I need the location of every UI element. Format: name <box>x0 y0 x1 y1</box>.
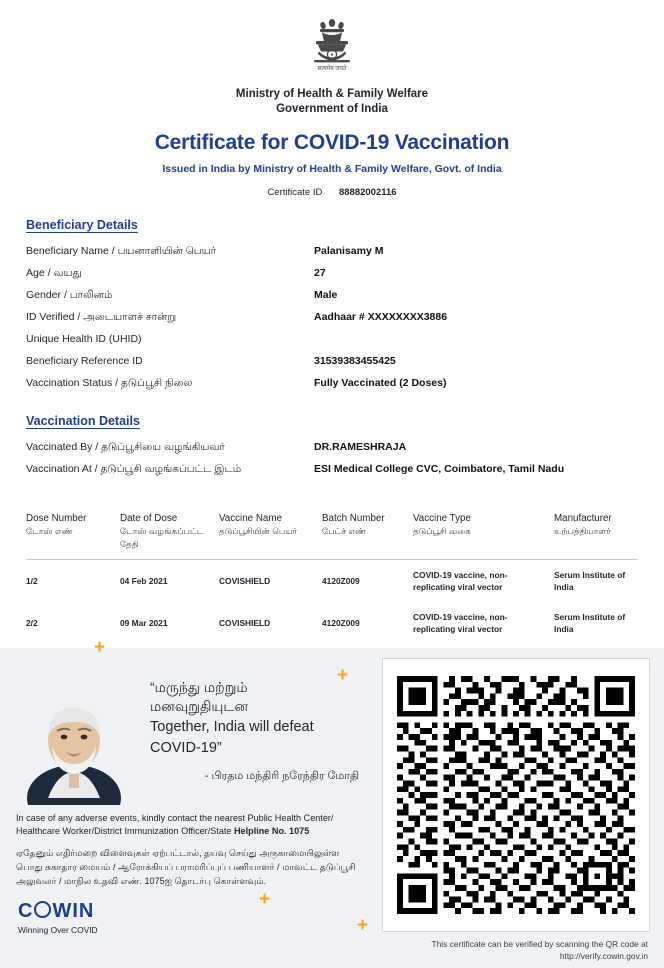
table-row <box>26 602 638 644</box>
issued-by-line: Issued in India by Ministry of Health & Family Welfare, Govt. of India <box>162 163 502 175</box>
notice-english-text: In case of any adverse events, kindly contact the nearest Public Health Center/ Healthcare Worker/District Immunization Officer/State <box>16 813 334 836</box>
column-header-ta: தடுப்பூசி வகை <box>413 526 471 536</box>
globe-icon <box>34 901 51 918</box>
list-item <box>26 328 638 350</box>
cell-vaccine-type: COVID-19 vaccine, non-replicating viral vector <box>413 570 508 592</box>
column-header-en: Vaccine Name <box>219 513 282 524</box>
cowin-brand <box>18 900 98 935</box>
certificate-id-value: 88882002116 <box>338 187 397 198</box>
quote-tamil-line-2: மனவுறுதியுடன <box>150 698 249 714</box>
verification-note <box>382 938 648 962</box>
ministry-line-1: Ministry of Health & Family Welfare <box>235 88 429 100</box>
cell-date: 04 Feb 2021 <box>120 576 168 586</box>
field-label: Beneficiary Name / பயனாளியின் பெயர் <box>26 245 217 257</box>
beneficiary-details-title: Beneficiary Details <box>26 218 138 232</box>
field-label: Vaccination Status / தடுப்பூசி நிலை <box>26 377 193 389</box>
helpline-number: Helpline No. 1075 <box>233 826 310 836</box>
list-item <box>26 306 638 328</box>
svg-text:सत्यमेव जयते: सत्यमेव जयते <box>317 66 347 72</box>
beneficiary-details-list <box>26 240 638 394</box>
cell-date: 09 Mar 2021 <box>120 618 168 628</box>
list-item <box>26 284 638 306</box>
cell-batch: 4120Z009 <box>322 576 360 586</box>
plus-mark-icon: + <box>259 889 271 910</box>
ministry-line-2: Government of India <box>276 103 388 115</box>
list-item <box>26 458 638 480</box>
qr-code <box>397 673 635 917</box>
cell-batch: 4120Z009 <box>322 618 360 628</box>
field-label: Gender / பாலினம் <box>26 289 113 301</box>
column-header-en: Date of Dose <box>120 513 178 524</box>
field-value: Aadhaar # XXXXXXXX3886 <box>314 311 448 323</box>
cell-vaccine-name: COVISHIELD <box>219 576 271 586</box>
plus-mark-icon: + <box>337 665 349 686</box>
vaccination-details-list <box>26 436 638 480</box>
field-label: Unique Health ID (UHID) <box>26 333 142 345</box>
dose-table <box>26 504 638 644</box>
cell-manufacturer: Serum Institute of India <box>554 570 626 592</box>
column-header-vaccine-type <box>413 504 554 559</box>
list-item <box>26 436 638 458</box>
column-header-en: Dose Number <box>26 513 87 524</box>
field-label: Vaccination At / தடுப்பூசி வழங்கப்பட்ட இடம் <box>26 463 242 475</box>
column-header-en: Vaccine Type <box>413 513 471 524</box>
cell-dose-number: 2/2 <box>26 618 38 628</box>
table-header-row <box>26 504 638 559</box>
field-value: Male <box>314 289 338 301</box>
certificate-header <box>0 0 664 198</box>
certificate-id-label: Certificate ID <box>267 187 323 198</box>
notice-english <box>16 812 364 838</box>
page-title: Certificate for COVID-19 Vaccination <box>154 131 510 154</box>
prime-minister-photo <box>14 680 134 805</box>
column-header-ta: பேட்ச் எண் <box>322 526 367 536</box>
field-value: 27 <box>314 267 326 279</box>
field-value: ESI Medical College CVC, Coimbatore, Tamil Nadu <box>314 463 565 475</box>
notice-tamil: ஏதேனும் எதிர்மறை விளைவுகள் ஏற்பட்டால், தயவு செய்து அருகாமையிலுள்ள பொது சுகாதார மையம் / ஆரோக்கியப் பராமரிப்புப் பணியாளர் / மாவட்ட தடுப்பூசி அலுவலர் / மாநில உதவி எண். 1075ஐ தொடர்பு கொள்ளவும். <box>16 848 356 886</box>
column-header-en: Manufacturer <box>554 513 612 524</box>
verification-url: http://verify.cowin.gov.in <box>559 951 648 961</box>
column-header-en: Batch Number <box>322 513 385 524</box>
plus-mark-icon: + <box>357 915 369 936</box>
column-header-vaccine-name <box>219 504 322 559</box>
pm-quote <box>150 678 365 784</box>
field-label: Age / வயது <box>26 267 82 279</box>
cell-vaccine-type: COVID-19 vaccine, non-replicating viral vector <box>413 612 508 634</box>
cowin-wordmark: C WIN <box>18 900 95 922</box>
table-row <box>26 560 638 602</box>
column-header-manufacturer <box>554 504 638 559</box>
plus-mark-icon: + <box>94 637 106 658</box>
column-header-ta: உற்பத்தியாளர் <box>554 526 611 536</box>
list-item <box>26 372 638 394</box>
column-header-date-of-dose <box>120 504 219 559</box>
field-label: Beneficiary Reference ID <box>26 355 143 367</box>
cell-dose-number: 1/2 <box>26 576 38 586</box>
quote-tamil-line-1: “மருந்து மற்றும் <box>150 679 248 695</box>
cowin-tagline: Winning Over COVID <box>18 925 98 935</box>
list-item <box>26 262 638 284</box>
column-header-ta: தடுப்பூசியின் பெயர் <box>219 526 298 536</box>
list-item <box>26 350 638 372</box>
qr-code-box <box>382 658 650 932</box>
field-label: Vaccinated By / தடுப்பூசியை வழங்கியவர் <box>26 441 225 453</box>
column-header-dose-number <box>26 504 120 559</box>
field-value: DR.RAMESHRAJA <box>314 441 407 453</box>
field-label: ID Verified / அடையாளச் சான்று <box>26 311 177 323</box>
column-header-batch-number <box>322 504 413 559</box>
india-national-emblem-icon <box>0 16 664 83</box>
footer-panel <box>0 637 664 968</box>
cell-manufacturer: Serum Institute of India <box>554 612 626 634</box>
list-item <box>26 240 638 262</box>
quote-english-line-2: COVID-19” <box>150 740 222 756</box>
vaccination-details-title: Vaccination Details <box>26 414 140 428</box>
field-value: Fully Vaccinated (2 Doses) <box>314 377 447 389</box>
field-value: Palanisamy M <box>314 245 384 257</box>
certificate-id <box>0 187 664 198</box>
cell-vaccine-name: COVISHIELD <box>219 618 271 628</box>
verification-line-1: This certificate can be verified by scanning the QR code at <box>431 939 648 949</box>
quote-english-line-1: Together, India will defeat <box>150 719 314 735</box>
column-header-ta: டோஸ் வழங்கப்பட்ட தேதி <box>120 526 204 549</box>
column-header-ta: டோஸ் எண் <box>26 526 73 536</box>
adverse-event-notice <box>16 812 364 888</box>
quote-attribution: - பிரதம மந்திரி நரேந்திர மோதி <box>204 770 359 782</box>
field-value: 31539383455425 <box>314 355 396 367</box>
